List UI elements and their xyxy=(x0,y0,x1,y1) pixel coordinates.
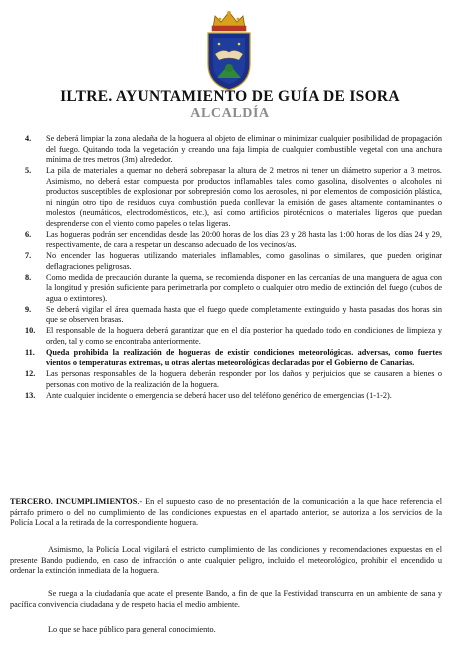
item-number: 11. xyxy=(25,347,35,357)
item-number: 7. xyxy=(25,251,32,260)
page-title: ILTRE. AYUNTAMIENTO DE GUÍA DE ISORA xyxy=(60,88,400,105)
list-item xyxy=(22,166,442,229)
page-subtitle: ALCALDÍA xyxy=(190,106,270,121)
item-number: 8. xyxy=(25,272,32,282)
list-item xyxy=(22,134,442,166)
item-text: Como medida de precaución durante la quema, se recomienda disponer en las cercanías de una manguera de agua con la longitud y presión suficiente para perimetrarla por completo o cualquier otro medio de extinción del fuego (cubos de agua o extintores). xyxy=(46,272,442,303)
ruego-paragraph: Se ruega a la ciudadanía que acate el presente Bando, a fin de que la Festividad transcurra en un ambiente de sana y pacífica convivencia ciudadana y de respeto hacia el medio ambiente. xyxy=(10,589,442,609)
item-text: No encender las hogueras utilizando materiales inflamables, como gasolinas o similares, que pueden originar deflagraciones peligrosas. xyxy=(46,251,442,271)
list-item xyxy=(22,348,442,369)
item-text: Las hogueras podrán ser encendidas desde las 20:00 horas de los días 23 y 28 hasta las 1:00 horas de los días 24 y 29, respectivamente, de cara a respetar un descanso adecuado de los vecinos/as. xyxy=(46,229,442,249)
item-number: 12. xyxy=(25,369,36,378)
item-number: 10. xyxy=(25,326,36,335)
item-number: 4. xyxy=(25,134,32,143)
tercero-heading: TERCERO. INCUMPLIMIENTOS xyxy=(10,497,138,506)
list-item xyxy=(22,273,442,305)
tercero-text: .- En el supuesto caso de no presentación de la comunicación a la que hace referencia el párrafo primero o del no cumplimiento de las condiciones expuestas en el apartado anterior, se autoriza a los servicios de la Policía Local a la retirada de la correspondiente hoguera. xyxy=(10,497,443,527)
item-number: 6. xyxy=(25,229,32,239)
tercero-paragraph xyxy=(10,497,442,529)
list-item xyxy=(22,326,442,347)
item-text: Se deberá vigilar el área quemada hasta que el fuego quede completamente extinguido y hasta pasadas dos horas sin que se observen brasas. xyxy=(46,304,442,324)
list-item xyxy=(22,391,442,402)
item-text: Las personas responsables de la hoguera deberán responder por los daños y perjuicios que se causaren a bienes o personas con motivo de la realización de la hoguera. xyxy=(46,369,442,389)
conditions-list xyxy=(22,134,442,402)
policia-paragraph: Asimismo, la Policía Local vigilará el estricto cumplimiento de las condiciones y recomendaciones expuestas en el presente Bando pudiendo, en caso de infracción o ante cualquier peligro, incluido el meteorológico, prohibir el encendido u ordenar la extinción inmediata de la hoguera. xyxy=(10,545,442,575)
list-item xyxy=(22,369,442,390)
item-text: Ante cualquier incidente o emergencia se deberá hacer uso del teléfono genérico de emergencias (1-1-2). xyxy=(46,390,392,400)
list-item xyxy=(22,305,442,326)
item-text: Queda prohibida la realización de hogueras de existir condiciones meteorológicas. adversas, como fuertes vientos o temperaturas extremas, u otras alertas meteorológicas declaradas por el Gobierno de Canarias. xyxy=(46,347,442,367)
item-number: 13. xyxy=(25,390,36,400)
closing-paragraph: Lo que se hace público para general conocimiento. xyxy=(48,625,216,634)
list-item xyxy=(22,251,442,272)
item-text: El responsable de la hoguera deberá garantizar que en el día posterior ha quedado todo en condiciones de limpieza y orden, tal y como se encontraba anteriormente. xyxy=(46,326,442,346)
item-text: La pila de materiales a quemar no deberá sobrepasar la altura de 2 metros ni tener un diámetro superior a 3 metros. Asimismo, no deberá estar compuesta por productos inflamables tales como gasolina, disolventes o alcoholes ni productos susceptibles de explosionar por sobrepresión como los aerosoles, ni por elementos de composición plástica, ni ningún otro tipo de residuos cuya combustión pueda conllevar la emisión de gases altamente contaminantes o molestos (neumáticos, electrodomésticos, etc.), así como artificios pirotécnicos o materiales ligeros que puedan desprenderse con el viento como papeles o telas ligeras. xyxy=(46,166,442,228)
municipal-coat-of-arms-icon xyxy=(199,6,259,92)
item-text: Se deberá limpiar la zona aledaña de la hoguera al objeto de eliminar o minimizar cualquier posibilidad de propagación del fuego. Quitando toda la vegetación y creando una faja limpia de cualquier combustible vegetal con una anchura mínima de tres metros (3m) alrededor. xyxy=(46,134,442,164)
item-number: 9. xyxy=(25,304,32,314)
list-item xyxy=(22,230,442,251)
item-number: 5. xyxy=(25,166,32,175)
